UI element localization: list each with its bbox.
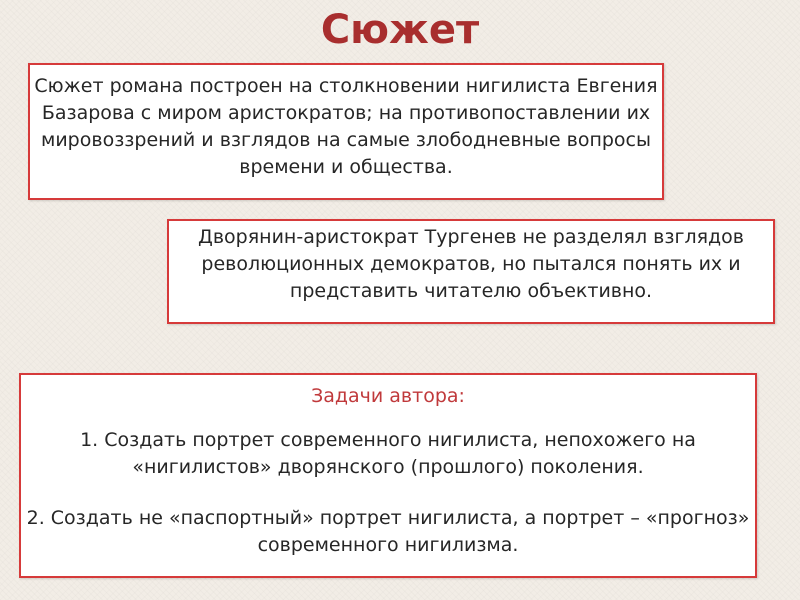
author-position-text: Дворянин-аристократ Тургенев не разделял взглядов революционных демократов, но пытался понять их и представить читателю объективно. <box>198 226 744 302</box>
author-task-item: 2. Создать не «паспортный» портрет нигилиста, а портрет – «прогноз» современного нигилизма. <box>26 507 750 556</box>
plot-description: Сюжет романа построен на столкновении нигилиста Евгения Базарова с миром аристократов; на противопоставлении их мировоззрений и взглядов на самые злободневные вопросы времени и общества. <box>34 75 658 178</box>
author-task-item: 1. Создать портрет современного нигилиста, непохожего на «нигилистов» дворянского (прошлого) поколения. <box>80 429 696 478</box>
slide-title: Сюжет <box>320 7 480 53</box>
author-tasks-header: Задачи автора: <box>311 385 465 407</box>
